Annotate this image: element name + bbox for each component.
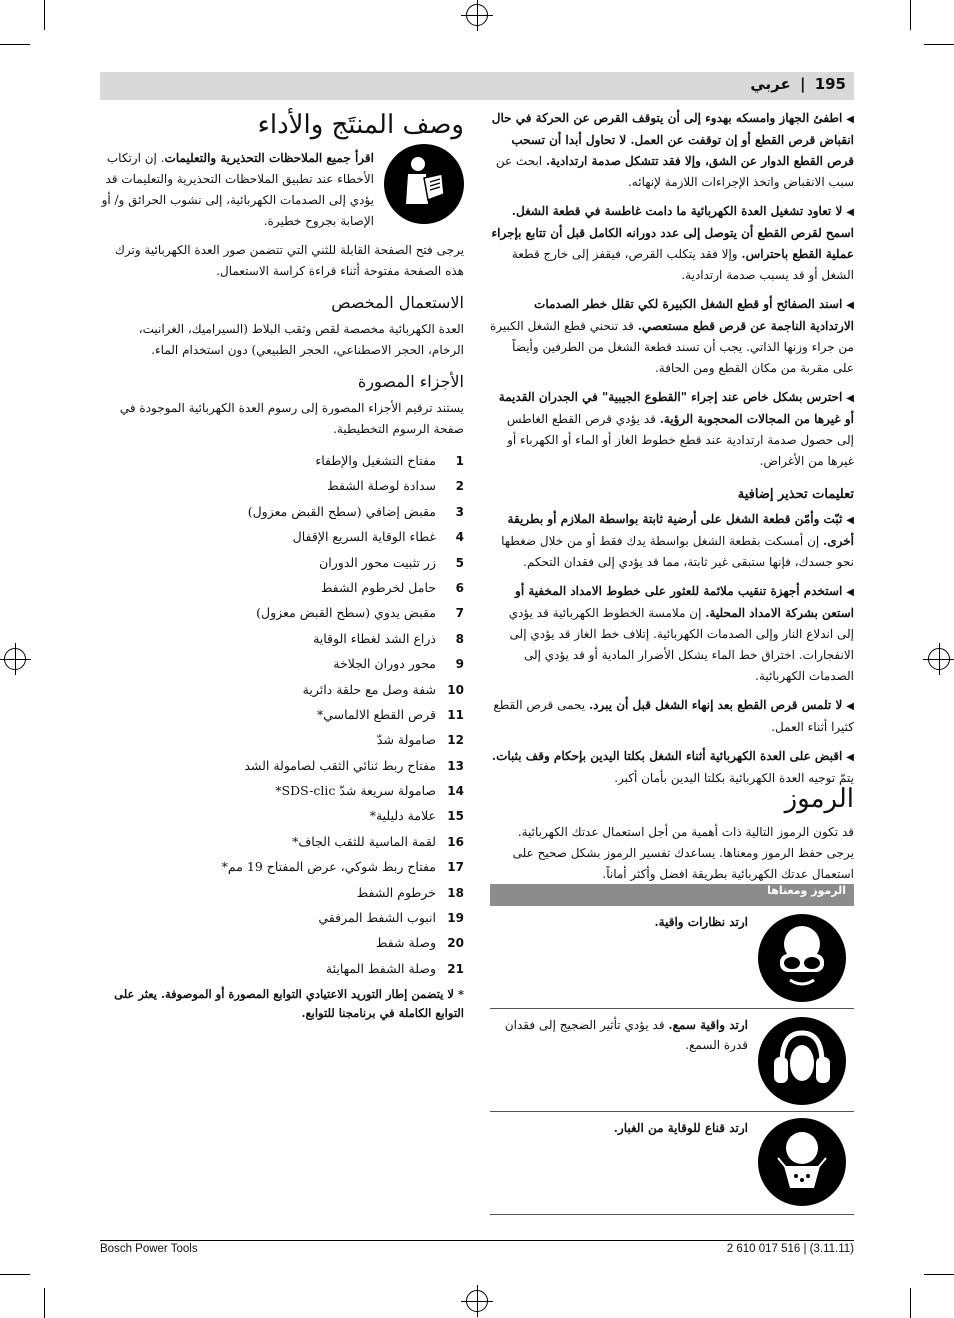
list-item: 7مقبض يدوي (سطح القبض معزول) [256, 605, 464, 621]
symbol-meaning: ارتد نظارات واقية. [654, 915, 748, 929]
warning-item: ◀اطفئ الجهاز وامسكه بهدوء إلى أن يتوقف القرص عن الحركة في حال انقباض قرص القطع أو إن توقفت عن العمل. لا تحاول أبدا أن تسحب قرص القطع الدوار عن الشق، وإلا فقد تتشكل صدمة ارتدادية. ابحث عن سبب الانقباض واتخذ الإجراءات اللازمة لإنهائه. [491, 111, 854, 189]
footer-doc-number: 2 610 017 516 | (3.11.11) [726, 1243, 854, 1255]
bullet-arrow-icon: ◀ [846, 701, 854, 712]
crop-mark [44, 1288, 45, 1318]
footer-brand: Bosch Power Tools [100, 1243, 198, 1255]
list-item: 17مفتاح ربط شوكي، عرض المفتاح 19 مم* [221, 859, 464, 875]
warning-text [100, 148, 374, 232]
header-divider: | [799, 75, 806, 93]
safety-goggles-icon [758, 914, 846, 1002]
warning-bold: اقرأ جميع الملاحظات التحذيرية والتعليمات [164, 151, 374, 165]
crop-mark [924, 44, 954, 45]
list-item: 1مفتاح التشغيل والإطفاء [315, 453, 464, 468]
list-item: 13مفتاح ربط ثنائي الثقب لصامولة الشد [244, 757, 464, 773]
registration-mark [466, 4, 488, 26]
intended-use-text: العدة الكهربائية مخصصة لقص وثقب البلاط (السيراميك، الغرانيت، الرخام، الحجر الاصطناعي، الحجر الطبيعي) دون استخدام الماء. [138, 322, 464, 357]
symbols-section [490, 782, 854, 893]
right-column [490, 108, 854, 797]
warning-item: ◀لا تلمس قرص القطع بعد إنهاء الشغل قبل أن يبرد. يحمى قرص القطع كثيرا أثناء العمل. [493, 698, 854, 734]
ear-protection-icon [758, 1017, 846, 1105]
symbol-meaning: ارتد واقية سمع. قد يؤدي تأثير الضجيج إلى فقدان قدرة السمع. [504, 1018, 748, 1052]
symbols-table-header: الرموز ومعناها [490, 884, 854, 906]
list-item: 18خرطوم الشفط [356, 884, 464, 900]
parts-intro: يستند ترقيم الأجزاء المصورة إلى رسوم العدة الكهربائية الموجودة في صفحة الرسوم التخطيطية. [119, 401, 464, 436]
table-row [490, 906, 854, 1009]
warning-item: ◀احترس بشكل خاص عند إجراء "القطوع الجيبية" في الجدران القديمة أو غيرها من المجالات المحجوبة الرؤية. قد يؤدي قرص القطع الغاطس إلى حصول صدمة ارتدادية عند قطع خطوط الغاز أو الماء أو الكهرباء أو غيرها من الأغراض. [498, 390, 854, 468]
crop-mark [0, 1274, 30, 1275]
symbols-intro: قد تكون الرموز التالية ذات أهمية من أجل استعمال عدتك الكهربائية. يرجى حفظ الرموز ومعناها. يساعدك تفسير الرموز بشكل صحيح على استعمال عدتك الكهربائية بطريقة افضل وأكثر أماناً. [512, 825, 854, 881]
bullet-arrow-icon: ◀ [846, 207, 854, 218]
footer-rule [100, 1240, 854, 1241]
extra-warnings-title: تعليمات تحذير إضافية [737, 487, 854, 502]
warning-item: ◀ثبّت وأمّن قطعة الشغل على أرضية ثابتة بواسطة الملازم أو بطريقة أخرى. إن أمسكت بقطعة الشغل بواسطة يدك فقط أو من خلال ضغطها نحو جسدك، فإنها ستبقى غير ثابتة، مما قد يؤدي إلى فقدان التحكم. [501, 512, 854, 569]
section-title: وصف المنتَج والأداء [257, 110, 464, 140]
bullet-arrow-icon: ◀ [846, 587, 854, 598]
page-header [100, 72, 854, 100]
list-item: 20وصلة شفط [375, 935, 464, 951]
table-row [490, 1009, 854, 1112]
intended-use-title: الاستعمال المخصص [331, 293, 464, 312]
crop-mark [0, 44, 30, 45]
bullet-arrow-icon: ◀ [846, 300, 854, 311]
footnote: * لا يتضمن إطار التوريد الاعتيادي التوابع المصورة أو الموصوفة. يعثر على التوابع الكاملة في برنامجنا للتوابع. [114, 987, 464, 1021]
page-number: 195 [814, 75, 846, 93]
crop-mark [44, 0, 45, 30]
warning-item: ◀اقبض على العدة الكهربائية أثناء الشغل بكلتا اليدين بإحكام وقف بثبات. يتمّ توجيه العدة الكهربائية بكلتا اليدين بأمان أكبر. [491, 749, 854, 785]
warning-item: ◀اسند الصفائح أو قطع الشغل الكبيرة لكي تقلل خطر الصدمات الارتدادية الناجمة عن قرص قطع مستعصي. قد تنحني قطع الشغل الكبيرة من جراء وزنها الذاتي. يجب أن تسند قطعة الشغل من الطرفين وأيضاً على مقربة من مكان القطع ومن الحافة. [489, 297, 854, 375]
manual-reading-icon [384, 144, 464, 224]
list-item: 5زر تثبيت محور الدوران [319, 554, 464, 570]
bullet-arrow-icon: ◀ [846, 114, 854, 125]
symbols-title: الرموز [784, 784, 854, 814]
language-label: عربي [750, 75, 791, 93]
list-item: 10شفة وصل مع حلقة دائرية [302, 681, 464, 697]
symbols-table [490, 884, 854, 1215]
table-row [490, 1112, 854, 1215]
list-item: 4غطاء الوقاية السريع الإقفال [292, 529, 464, 545]
list-item: 19انبوب الشفط المرفقي [318, 910, 464, 926]
fold-note: يرجى فتح الصفحة القابلة للثني التي تتضمن صور العدة الكهربائية وترك هذه الصفحة مفتوحة أثناء قراءة كراسة الاستعمال. [114, 243, 464, 278]
crop-mark [924, 1274, 954, 1275]
list-item: 14صامولة سريعة شدّ SDS-clic* [275, 783, 464, 799]
registration-mark [928, 648, 950, 670]
list-item: 8ذراع الشد لغطاء الوقاية [313, 630, 464, 646]
bullet-arrow-icon: ◀ [846, 393, 854, 404]
parts-list [100, 448, 464, 981]
list-item: 12صامولة شدّ [376, 732, 464, 748]
list-item: 11قرص القطع الالماسي* [316, 706, 464, 722]
list-item: 6حامل لخرطوم الشفط [320, 579, 464, 595]
crop-mark [910, 0, 911, 30]
dust-mask-icon [758, 1118, 846, 1206]
list-item: 9محور دوران الجلاخة [333, 656, 464, 672]
registration-mark [466, 1290, 488, 1312]
crop-mark [910, 1288, 911, 1318]
symbol-meaning: ارتد قناع للوقاية من الغبار. [613, 1121, 748, 1135]
list-item: 2سدادة لوصلة الشفط [327, 478, 464, 494]
list-item: 21وصلة الشفط المهايئة [325, 960, 464, 976]
bullet-arrow-icon: ◀ [846, 515, 854, 526]
page-header-text [750, 75, 846, 93]
list-item: 16لقمة الماسية للثقب الجاف* [292, 833, 464, 849]
left-column [100, 108, 464, 1031]
bullet-arrow-icon: ◀ [846, 752, 854, 763]
parts-title: الأجزاء المصورة [357, 372, 464, 391]
list-item: 3مقبض إضافي (سطح القبض معزول) [247, 503, 464, 519]
warning-rest: . إن ارتكاب الأخطاء عند تطبيق الملاحظات التحذيرية والتعليمات قد يؤدي إلى الصدمات الكهربائية، إلى نشوب الحرائق و/ أو الإصابة بجروح خطيرة. [101, 151, 374, 228]
warning-item: ◀لا تعاود تشغيل العدة الكهربائية ما دامت غاطسة في قطعة الشغل. اسمح لقرص القطع أن يتوصل إلى عدد دورانه الكامل قبل أن تتابع بإجراء عملية القطع باحتراس. وإلا فقد يتكلب القرص، فيقفز إلى خارج قطعة الشغل أو قد يسبب صدمة ارتدادية. [491, 204, 854, 282]
warning-item: ◀استخدم أجهزة تنقيب ملائمة للعثور على خطوط الامداد المخفية أو استعن بشركة الامداد المحلية. إن ملامسة الخطوط الكهربائية قد يؤدي إلى اندلاع النار وإلى الصدمات الكهربائية. إتلاف خط الغاز قد يؤدي إلى الانفجارات. اختراق خط الماء يشكل الأضرار المادية أو قد يؤدي إلى الصدمات الكهربائية. [508, 584, 854, 683]
registration-mark [4, 648, 26, 670]
list-item: 15علامة دليلية* [369, 808, 464, 824]
